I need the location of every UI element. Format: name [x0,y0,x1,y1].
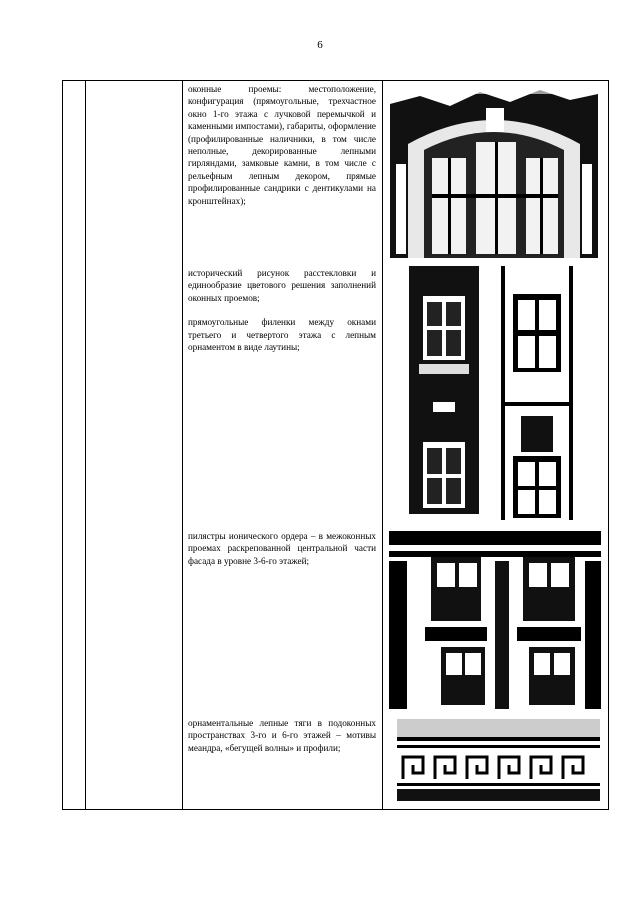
table-column-divider [382,80,383,810]
meander-frieze-photo [397,719,600,801]
table-top-border [62,80,609,81]
window-column-photo-left [405,266,483,514]
paragraph: прямоугольные филенки между окнами третьего и четвертого этажа с лепным орнаментом в виде лаутины; [188,317,376,353]
table-column-divider [182,80,183,810]
page-number: 6 [317,39,323,51]
arched-window-photo [390,84,598,258]
paragraph: пилястры ионического ордера – в межоконных проемах раскрепованной центральной части фасада в уровне 3-6-го этажей; [188,531,376,566]
feature-description [188,717,376,754]
table-column-divider [85,80,86,810]
feature-description [188,267,376,353]
paragraph: орнаментальные лепные тяги в подоконных пространствах 3-го и 6-го этажей – мотивы меандра, «бегущей волны» и профили; [188,718,376,753]
feature-description [188,530,376,567]
pilasters-facade-photo [389,531,601,709]
window-column-photo-right [497,266,577,520]
table-bottom-border [62,809,609,810]
paragraph: оконные проемы: местоположение, конфигурация (прямоугольные, трехчастное окно 1-го этажа с лучковой перемычкой и каменными импостами), габариты, оформление (профилированные наличники, в том числе неполные, декорированные лепными гирляндами, замковые камни, в том числе с рельефным лепным декором, прямые профилированные сандрики с дентикулами на кронштейнах); [188,84,376,206]
table-left-border [62,80,63,810]
feature-description [188,83,376,207]
table-right-border [608,80,609,810]
paragraph: исторический рисунок расстекловки и единообразие цветового решения заполнений оконных проемов; [188,268,376,303]
